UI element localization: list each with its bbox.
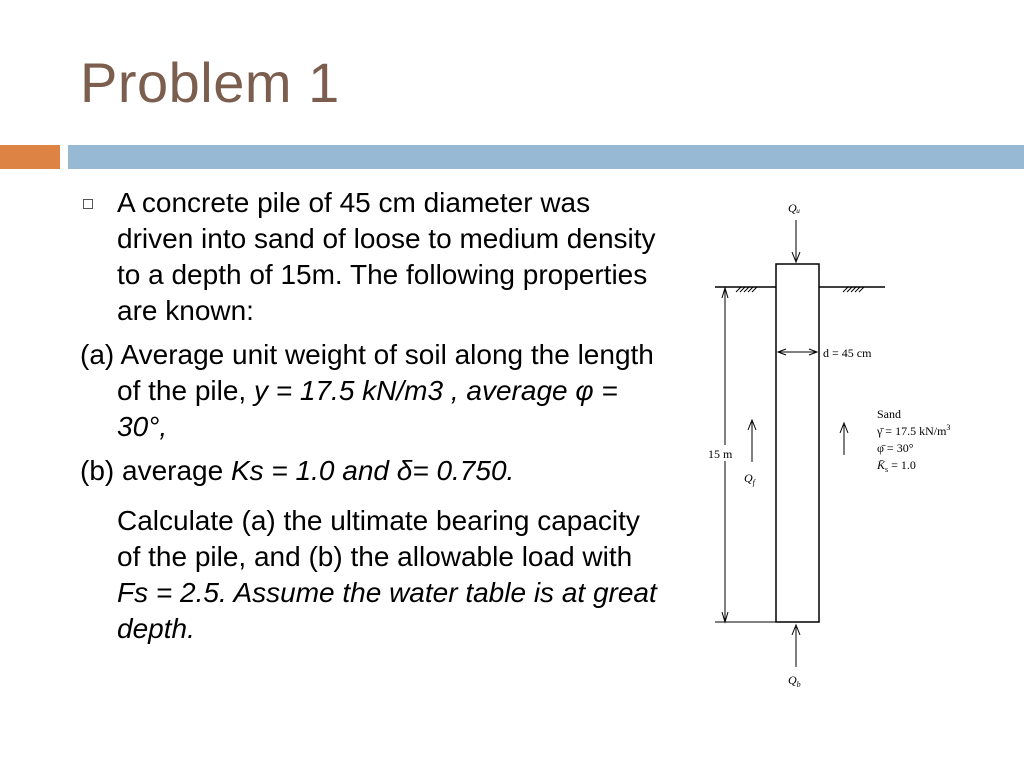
diameter-label: d = 45 cm (823, 346, 872, 360)
qb-label: $Q_b$ (788, 673, 801, 689)
paragraph-a-text: (a) Average unit weight of soil along the length of the pile, (80, 339, 654, 406)
paragraph-b-text: (b) average (80, 455, 231, 486)
paragraph-b (80, 453, 670, 489)
sand-label: Sand (877, 407, 901, 421)
bullet-item (80, 185, 670, 329)
depth-label: 15 m (708, 447, 733, 461)
paragraph-c (80, 503, 670, 647)
title-divider-bar (68, 145, 1024, 169)
pile-diagram (700, 190, 1000, 700)
paragraph-c-text: Calculate (a) the ultimate bearing capacity of the pile, and (b) the allowable load with (117, 505, 640, 572)
qf-label: $Q_f$ (744, 471, 755, 487)
gamma-label: γ̄ = 17.5 $kN/m^3$ (877, 423, 951, 438)
paragraph-b-italic: Ks = 1.0 and δ= 0.750. (230, 455, 515, 486)
square-bullet-icon (83, 199, 93, 209)
paragraph-a-italic: y = 17.5 kN/m3 , average φ = 30°, (117, 375, 618, 442)
slide-title: Problem 1 (80, 51, 340, 114)
phi-label: φ̄ = 30° (877, 441, 914, 455)
paragraph-a (80, 337, 670, 445)
slide-body (80, 185, 670, 647)
qu-label: Qᵤ (788, 201, 801, 215)
paragraph-c-italic: Fs = 2.5. Assume the water table is at great depth. (117, 577, 657, 644)
ks-label: $K̄_s = 1.0$ (877, 458, 916, 474)
title-accent-bar (0, 145, 60, 169)
pile-body (776, 264, 819, 622)
bullet-text: A concrete pile of 45 cm diameter was driven into sand of loose to medium density to a depth of 15m. The following properties are known: (117, 187, 656, 326)
